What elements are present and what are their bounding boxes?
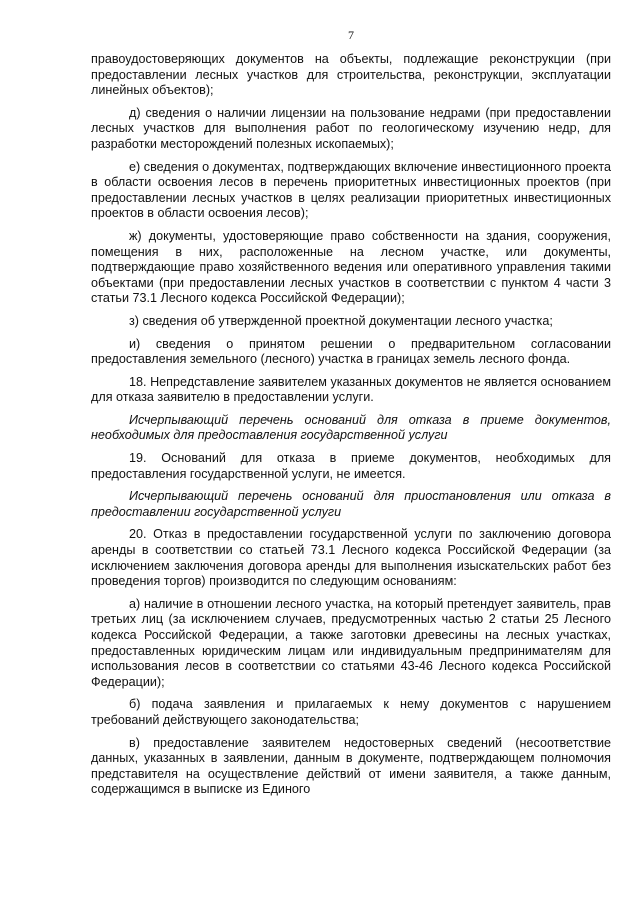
paragraph-item-i: и) сведения о принятом решении о предварительном согласовании предоставления земельного (лесного) участка в границах земель лесного фонда. <box>91 336 611 367</box>
section-heading-suspension-refusal: Исчерпывающий перечень оснований для приостановления или отказа в предоставлении государственной услуги <box>91 489 611 519</box>
paragraph-item-v: в) предоставление заявителем недостоверных сведений (несоответствие данных, указанных в заявлении, данным в документе, подтверждающем полномочия представителя на осуществление действий от имени заявителя, а также данным, содержащимся в выписке из Единого <box>91 735 611 797</box>
paragraph-item-zh: ж) документы, удостоверяющие право собственности на здания, сооружения, помещения в них, расположенные на лесном участке, или документы, подтверждающие право хозяйственного ведения или оперативного управления такими объектами (при предоставлении лесных участков в соответствии с пунктом 4 части 3 статьи 73.1 Лесного кодекса Российской Федерации); <box>91 228 611 306</box>
document-page <box>91 28 611 805</box>
paragraph-20: 20. Отказ в предоставлении государственной услуги по заключению договора аренды в соответствии со статьей 73.1 Лесного кодекса Российской Федерации (за исключением заключения договора аренды для выполнения изыскательских работ без проведения торгов) производится по следующим основаниям: <box>91 527 611 589</box>
paragraph-18: 18. Непредставление заявителем указанных документов не является основанием для отказа заявителю в предоставлении услуги. <box>91 374 611 405</box>
paragraph-item-e: е) сведения о документах, подтверждающих включение инвестиционного проекта в области освоения лесов в перечень приоритетных инвестиционных проектов (при предоставлении лесных участков в целях реализации приоритетных инвестиционных проектов в области освоения лесов); <box>91 159 611 221</box>
page-number: 7 <box>348 28 354 42</box>
paragraph-item-z: з) сведения об утвержденной проектной документации лесного участка; <box>129 313 553 328</box>
section-heading-refusal-acceptance: Исчерпывающий перечень оснований для отказа в приеме документов, необходимых для предоставления государственной услуги <box>91 412 611 443</box>
paragraph-item-d: д) сведения о наличии лицензии на пользование недрами (при предоставлении лесных участков для выполнения работ по геологическому изучению недр, для разработки месторождений полезных ископаемых); <box>91 105 611 151</box>
paragraph-item-a: а) наличие в отношении лесного участка, на который претендует заявитель, прав третьих лиц (за исключением случаев, предусмотренных частью 2 статьи 25 Лесного кодекса Российской Федерации, а также заготовки древесины на лесных участках, предоставленных юридическим лицам или индивидуальным предпринимателям для использования лесов в соответствии со статьями 43-46 Лесного кодекса Российской Федерации); <box>91 596 611 689</box>
paragraph-continuation: правоудостоверяющих документов на объекты, подлежащие реконструкции (при предоставлении лесных участков для строительства, реконструкции, эксплуатации линейных объектов); <box>91 52 611 98</box>
paragraph-item-b: б) подача заявления и прилагаемых к нему документов с нарушением требований действующего законодательства; <box>91 697 611 727</box>
paragraph-19: 19. Оснований для отказа в приеме документов, необходимых для предоставления государственной услуги, не имеется. <box>91 451 611 481</box>
